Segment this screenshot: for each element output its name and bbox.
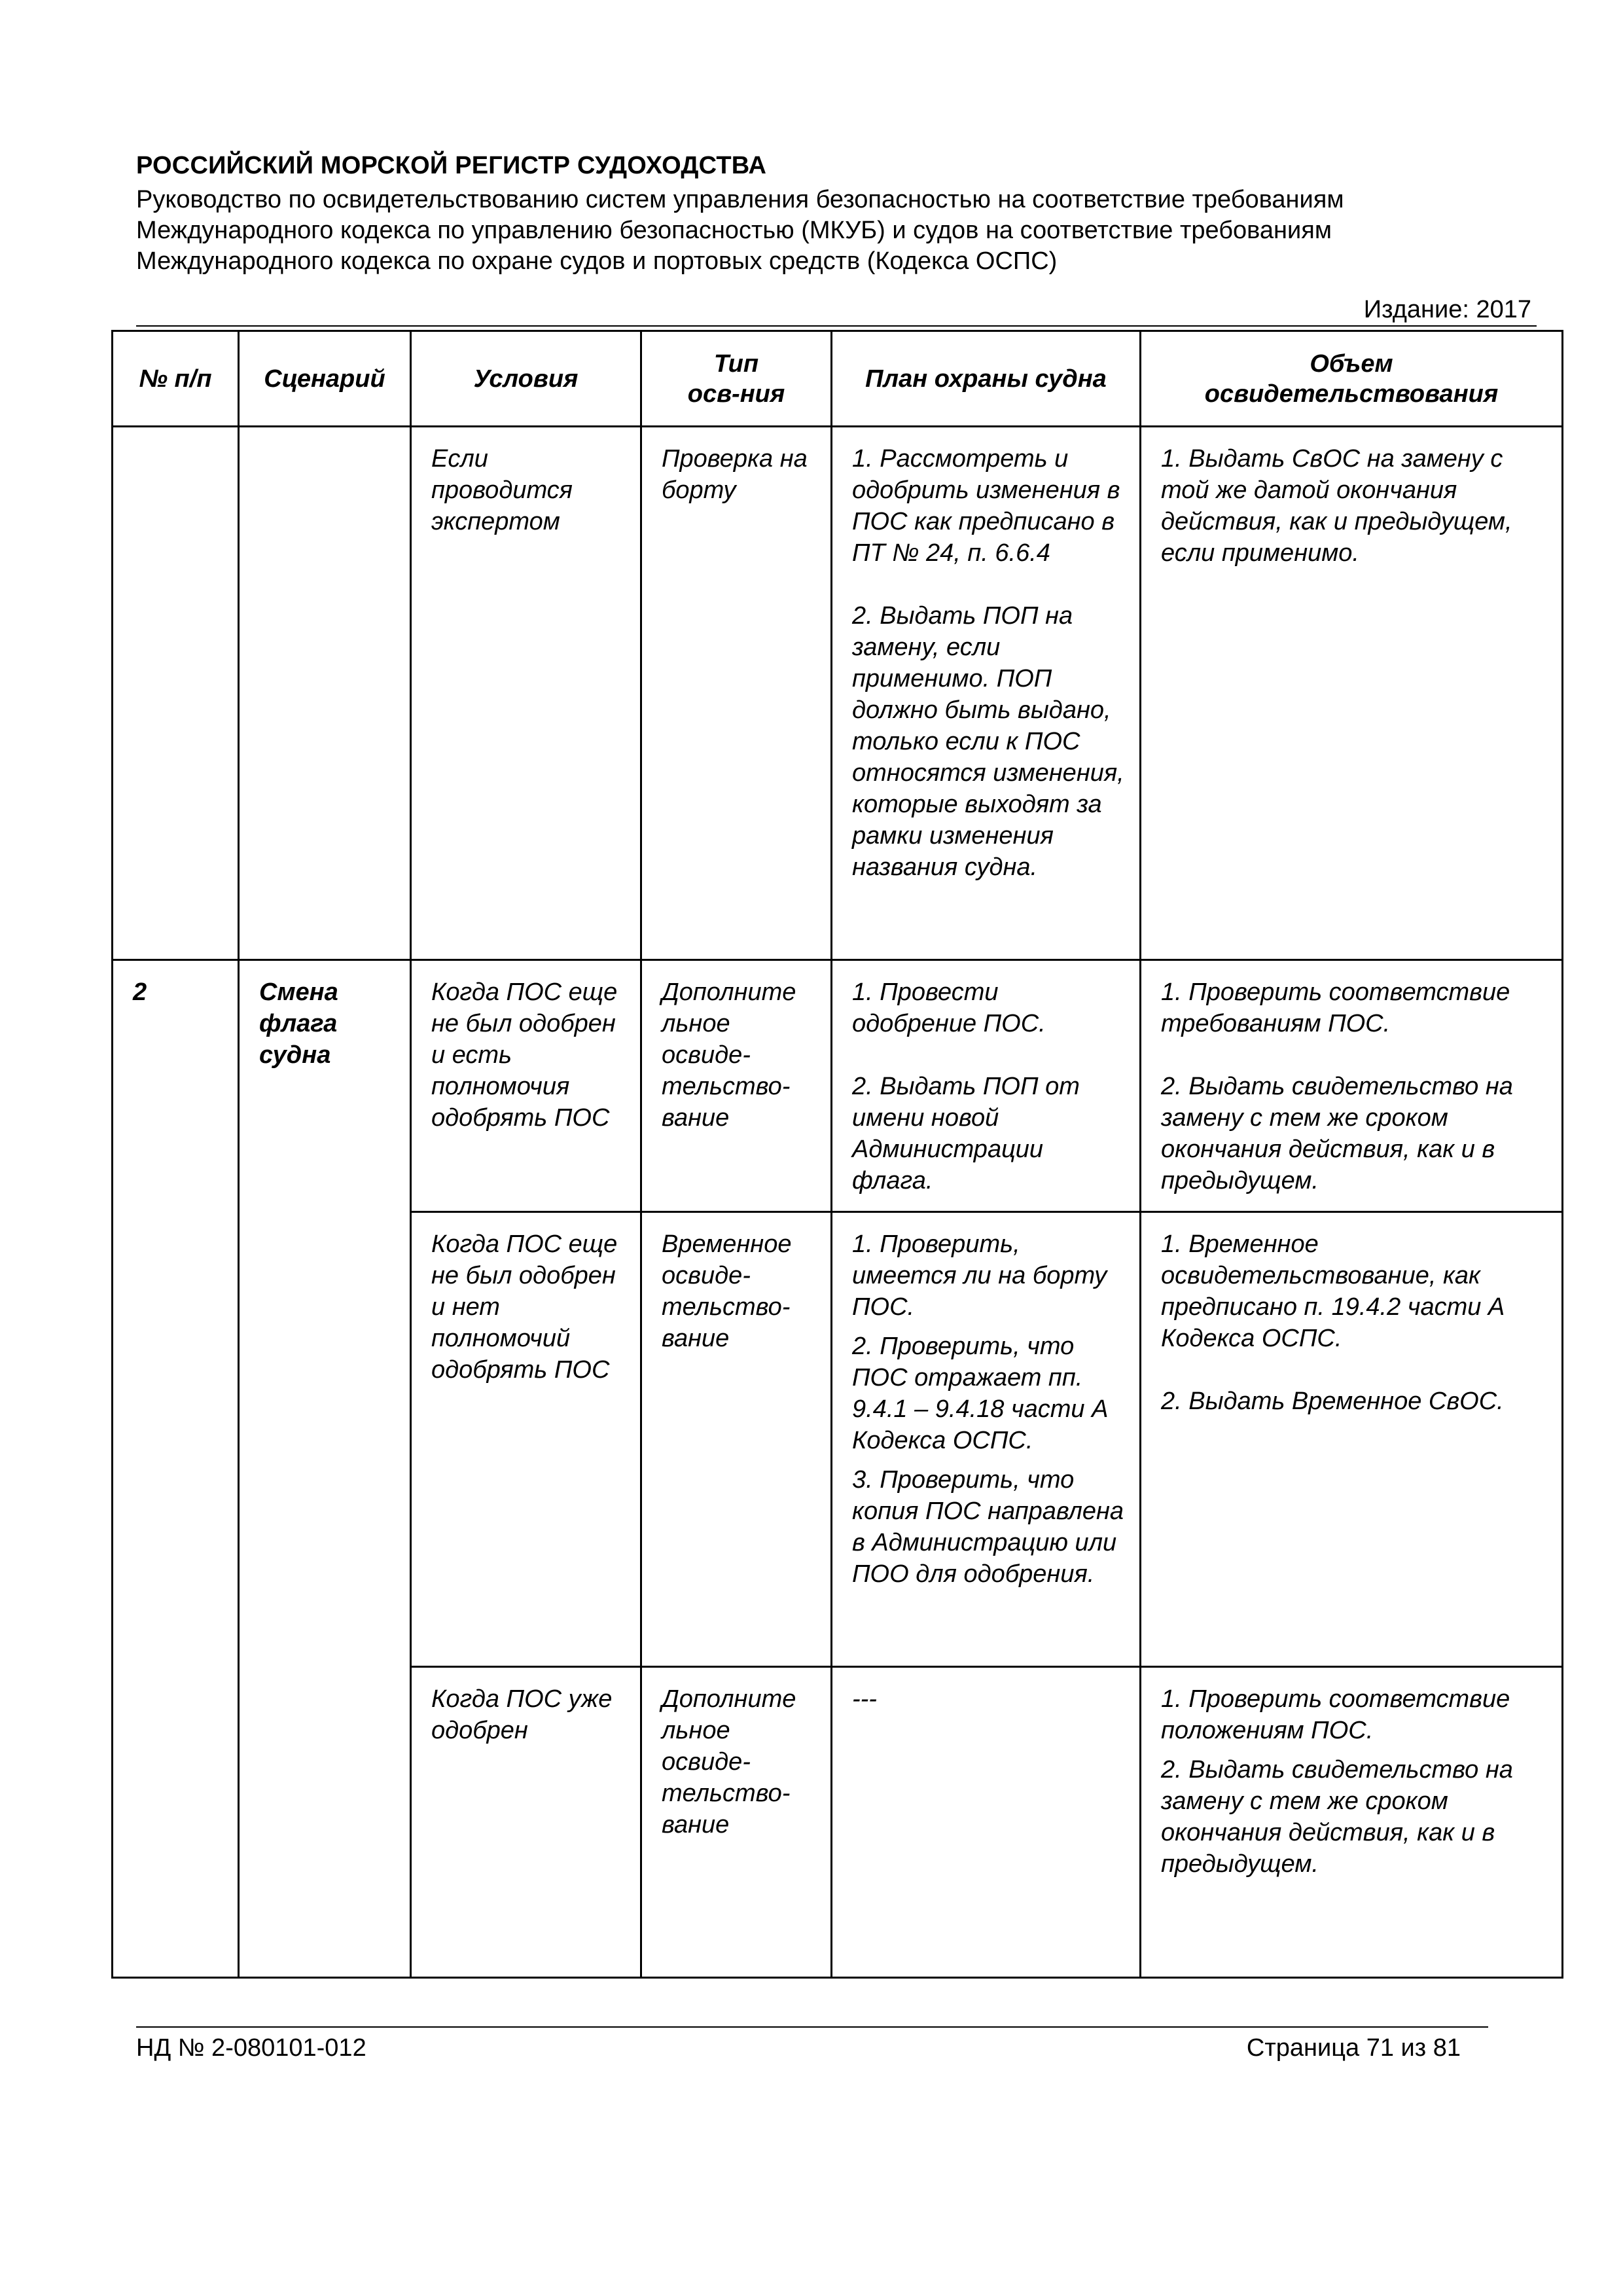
cell-plan <box>832 960 1141 1212</box>
cell-scope <box>1141 1667 1563 1978</box>
col-header-type-line: осв-ния <box>687 380 785 408</box>
table-row <box>113 427 1563 960</box>
cell-plan <box>832 1667 1141 1978</box>
col-header-scope-line: Объем <box>1310 350 1393 378</box>
organization-name: РОССИЙСКИЙ МОРСКОЙ РЕГИСТР СУДОХОДСТВА <box>136 152 767 179</box>
col-header-survey-scope <box>1141 331 1563 427</box>
scope-item: 2. Выдать свидетельство на замену с тем же сроком окончания действия, как и в предыдущем. <box>1161 1073 1513 1194</box>
plan-item: 2. Выдать ПОП на замену, если применимо. ПОП должно быть выдано, только если к ПОС относятся изменения, которые выходят за рамки изменения названия судна. <box>852 602 1124 881</box>
cell-plan <box>832 427 1141 960</box>
cell-conditions: Если проводится экспертом <box>411 427 641 960</box>
col-header-type-line: Тип <box>713 350 759 378</box>
table-row <box>113 960 1563 1212</box>
document-subtitle <box>136 185 1510 277</box>
col-header-ship-security-plan: План охраны судна <box>832 331 1141 427</box>
document-number: НД № 2-080101-012 <box>136 2034 366 2062</box>
cell-survey-type: Временное освиде-тельство-вание <box>641 1212 832 1667</box>
col-header-num: № п/п <box>113 331 239 427</box>
cell-survey-type: Дополните льное освиде-тельство-вание <box>641 1667 832 1978</box>
cell-scenario <box>239 427 411 960</box>
cell-num <box>113 427 239 960</box>
col-header-scope-line: освидетельствования <box>1204 380 1499 408</box>
plan-item: 1. Провести одобрение ПОС. <box>852 978 1046 1037</box>
plan-item: 2. Проверить, что ПОС отражает пп. 9.4.1 – 9.4.18 части А Кодекса ОСПС. <box>852 1333 1109 1454</box>
page-number: Страница 71 из 81 <box>1246 2034 1461 2062</box>
footer-divider <box>136 2026 1488 2028</box>
plan-item: 3. Проверить, что копия ПОС направлена в Администрацию или ПОО для одобрения. <box>852 1466 1124 1588</box>
scope-item: 1. Выдать СвОС на замену с той же датой окончания действия, как и предыдущем, если применимо. <box>1161 445 1512 567</box>
cell-conditions: Когда ПОС уже одобрен <box>411 1667 641 1978</box>
subtitle-line: Международного кодекса по управлению безопасностью (МКУБ) и судов на соответствие требованиям <box>136 217 1332 244</box>
scope-item: 1. Временное освидетельствование, как предписано п. 19.4.2 части А Кодекса ОСПС. <box>1161 1230 1505 1352</box>
col-header-survey-type <box>641 331 832 427</box>
plan-item: 2. Выдать ПОП от имени новой Администрации флага. <box>852 1073 1080 1194</box>
cell-conditions: Когда ПОС еще не был одобрен и есть полномочия одобрять ПОС <box>411 960 641 1212</box>
plan-item: 1. Рассмотреть и одобрить изменения в ПОС как предписано в ПТ № 24, п. 6.6.4 <box>852 445 1120 567</box>
cell-survey-type: Дополните льное освиде-тельство-вание <box>641 960 832 1212</box>
cell-scope <box>1141 960 1563 1212</box>
table-header-row <box>113 331 1563 427</box>
scope-item: 2. Выдать Временное СвОС. <box>1161 1388 1504 1415</box>
cell-plan <box>832 1212 1141 1667</box>
scope-item: 2. Выдать свидетельство на замену с тем же сроком окончания действия, как и в предыдущем. <box>1161 1756 1513 1878</box>
col-header-scenario: Сценарий <box>239 331 411 427</box>
cell-num: 2 <box>113 960 239 1978</box>
survey-table <box>111 330 1563 1979</box>
cell-scope <box>1141 427 1563 960</box>
cell-conditions: Когда ПОС еще не был одобрен и нет полномочий одобрять ПОС <box>411 1212 641 1667</box>
scope-item: 1. Проверить соответствие требованиям ПОС. <box>1161 978 1510 1037</box>
plan-item: 1. Проверить, имеется ли на борту ПОС. <box>852 1230 1107 1321</box>
cell-scope <box>1141 1212 1563 1667</box>
cell-scenario: Смена флага судна <box>239 960 411 1978</box>
subtitle-line: Международного кодекса по охране судов и портовых средств (Кодекса ОСПС) <box>136 247 1058 275</box>
header-divider <box>136 325 1537 327</box>
scope-item: 1. Проверить соответствие положениям ПОС. <box>1161 1685 1510 1744</box>
edition-label: Издание: 2017 <box>1363 296 1531 323</box>
plan-item: --- <box>852 1685 877 1713</box>
cell-survey-type: Проверка на борту <box>641 427 832 960</box>
subtitle-line: Руководство по освидетельствованию систем управления безопасностью на соответствие требованиям <box>136 186 1344 213</box>
col-header-conditions: Условия <box>411 331 641 427</box>
